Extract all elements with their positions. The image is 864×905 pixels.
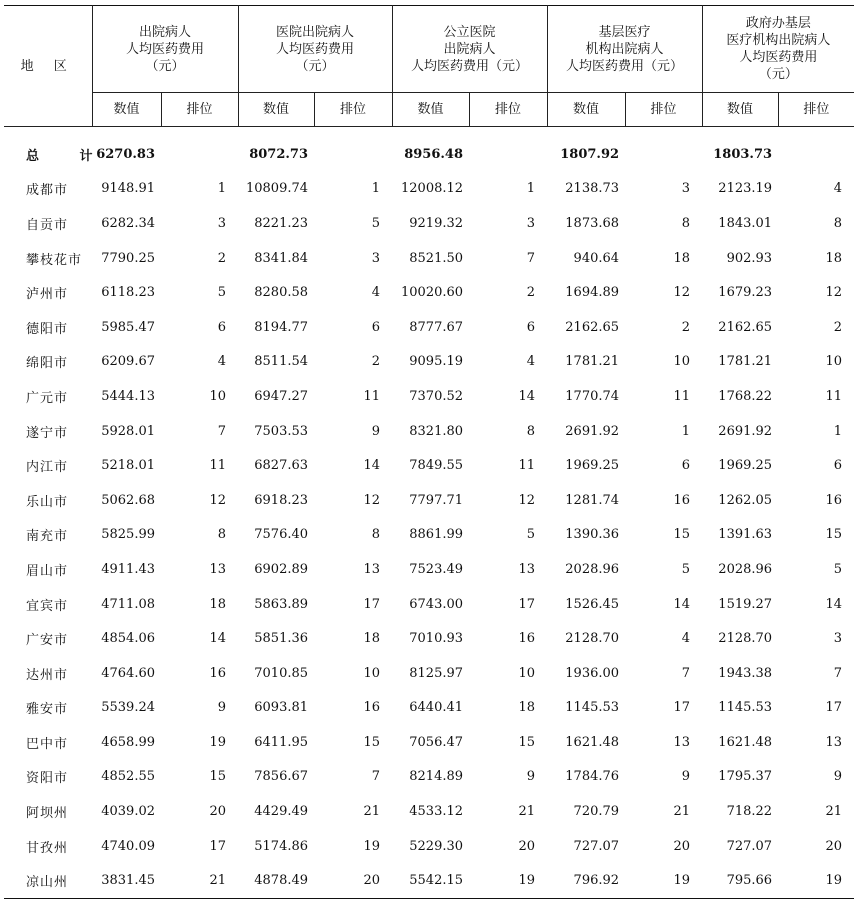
rank-cell: 8 bbox=[833, 215, 843, 231]
value-cell: 940.64 bbox=[573, 250, 620, 266]
rank-cell: 15 bbox=[363, 734, 381, 750]
rank-cell: 19 bbox=[363, 838, 381, 854]
table-row bbox=[4, 863, 854, 898]
rank-cell: 15 bbox=[673, 527, 691, 543]
rank-cell: 6 bbox=[371, 319, 381, 335]
table-row bbox=[4, 448, 854, 483]
region-name: 眉山市 bbox=[26, 563, 69, 579]
value-cell: 1770.74 bbox=[565, 388, 620, 404]
rank-cell: 16 bbox=[825, 492, 843, 508]
rank-cell: 18 bbox=[363, 631, 381, 647]
value-cell: 10020.60 bbox=[401, 285, 464, 301]
region-name: 广元市 bbox=[26, 390, 69, 406]
rank-cell: 19 bbox=[209, 734, 227, 750]
value-cell: 1781.21 bbox=[718, 354, 773, 370]
group-header-line: 医院出院病人 bbox=[276, 24, 355, 40]
table-row bbox=[4, 587, 854, 622]
value-cell: 720.79 bbox=[573, 804, 620, 820]
rank-cell: 9 bbox=[526, 769, 536, 785]
rank-cell bbox=[625, 127, 702, 172]
value-cell: 1526.45 bbox=[565, 596, 620, 612]
group-header-line: （元） bbox=[295, 58, 335, 74]
value-cell: 1943.38 bbox=[718, 665, 773, 681]
rank-cell: 9 bbox=[681, 769, 691, 785]
table-row bbox=[4, 794, 854, 829]
rank-cell: 8 bbox=[526, 423, 536, 439]
value-cell: 7503.53 bbox=[254, 423, 309, 439]
value-cell: 5928.01 bbox=[101, 423, 155, 439]
rank-subheader: 排位 bbox=[778, 93, 854, 127]
rank-cell: 21 bbox=[673, 804, 691, 820]
rank-cell: 6 bbox=[681, 458, 691, 474]
rank-cell: 20 bbox=[673, 838, 691, 854]
rank-cell: 21 bbox=[518, 804, 536, 820]
rank-cell: 12 bbox=[363, 492, 381, 508]
rank-cell: 17 bbox=[518, 596, 536, 612]
rank-cell: 11 bbox=[363, 388, 381, 404]
rank-cell: 8 bbox=[371, 527, 381, 543]
rank-cell: 21 bbox=[825, 804, 843, 820]
value-cell: 1262.05 bbox=[718, 492, 773, 508]
value-subheader: 数值 bbox=[547, 93, 625, 127]
rank-cell: 11 bbox=[825, 388, 843, 404]
rank-cell: 19 bbox=[825, 873, 843, 889]
region-name: 巴中市 bbox=[26, 736, 69, 752]
rank-cell: 20 bbox=[825, 838, 843, 854]
table-row bbox=[4, 379, 854, 414]
value-cell: 718.22 bbox=[726, 804, 773, 820]
value-cell: 1969.25 bbox=[718, 458, 773, 474]
rank-cell: 13 bbox=[673, 734, 691, 750]
value-cell: 2691.92 bbox=[565, 423, 620, 439]
region-name: 雅安市 bbox=[26, 702, 69, 718]
value-cell: 6902.89 bbox=[254, 561, 309, 577]
rank-cell: 16 bbox=[209, 665, 227, 681]
rank-cell: 11 bbox=[209, 458, 227, 474]
value-cell: 5229.30 bbox=[409, 838, 464, 854]
rank-cell bbox=[469, 127, 547, 172]
group-header-line: （元） bbox=[145, 58, 185, 74]
rank-cell: 13 bbox=[518, 561, 536, 577]
value-subheader: 数值 bbox=[392, 93, 469, 127]
table-row bbox=[4, 275, 854, 310]
value-cell: 1803.73 bbox=[713, 146, 773, 162]
rank-cell: 18 bbox=[825, 250, 843, 266]
value-cell: 1621.48 bbox=[565, 734, 620, 750]
value-cell: 4429.49 bbox=[254, 804, 309, 820]
rank-cell: 3 bbox=[833, 631, 843, 647]
value-cell: 2123.19 bbox=[718, 181, 773, 197]
rank-cell: 15 bbox=[209, 769, 227, 785]
value-cell: 1784.76 bbox=[565, 769, 620, 785]
group-header-line: 人均医药费用 bbox=[126, 41, 205, 57]
value-cell: 1391.63 bbox=[718, 527, 773, 543]
rank-cell: 19 bbox=[518, 873, 536, 889]
value-cell: 6093.81 bbox=[254, 700, 309, 716]
rank-cell: 11 bbox=[518, 458, 536, 474]
value-cell: 1873.68 bbox=[565, 215, 620, 231]
value-cell: 9095.19 bbox=[409, 354, 464, 370]
rank-cell: 13 bbox=[363, 561, 381, 577]
value-cell: 5863.89 bbox=[254, 596, 309, 612]
rank-cell: 11 bbox=[673, 388, 691, 404]
value-cell: 8321.80 bbox=[409, 423, 464, 439]
rank-cell bbox=[314, 127, 392, 172]
rank-cell: 14 bbox=[673, 596, 691, 612]
rank-cell: 9 bbox=[833, 769, 843, 785]
region-name: 阿坝州 bbox=[26, 806, 69, 822]
rank-subheader: 排位 bbox=[314, 93, 392, 127]
value-cell: 1679.23 bbox=[718, 285, 773, 301]
rank-cell: 5 bbox=[217, 285, 227, 301]
region-name: 广安市 bbox=[26, 633, 69, 649]
value-cell: 7797.71 bbox=[409, 492, 464, 508]
rank-cell: 9 bbox=[371, 423, 381, 439]
value-cell: 6118.23 bbox=[101, 285, 155, 301]
rank-cell: 15 bbox=[518, 734, 536, 750]
rank-cell: 4 bbox=[526, 354, 536, 370]
region-name: 凉山州 bbox=[26, 875, 69, 891]
value-cell: 1621.48 bbox=[718, 734, 773, 750]
table-row bbox=[4, 206, 854, 241]
group-header-line: 人均医药费用 bbox=[739, 50, 818, 65]
rank-cell: 6 bbox=[833, 458, 843, 474]
value-cell: 5062.68 bbox=[101, 492, 155, 508]
rank-cell: 5 bbox=[526, 527, 536, 543]
rank-cell: 8 bbox=[217, 527, 227, 543]
value-cell: 4533.12 bbox=[409, 804, 464, 820]
value-cell: 4854.06 bbox=[101, 631, 155, 647]
value-cell: 1281.74 bbox=[565, 492, 620, 508]
group-header-3 bbox=[392, 6, 547, 93]
rank-cell: 21 bbox=[363, 804, 381, 820]
value-cell: 8777.67 bbox=[409, 319, 464, 335]
rank-cell: 3 bbox=[371, 250, 381, 266]
rank-cell: 3 bbox=[681, 181, 691, 197]
value-cell: 2028.96 bbox=[565, 561, 620, 577]
table-row bbox=[4, 725, 854, 760]
region-name: 攀枝花市 bbox=[26, 252, 83, 268]
value-cell: 1519.27 bbox=[718, 596, 773, 612]
region-name: 乐山市 bbox=[26, 494, 69, 510]
value-cell: 4852.55 bbox=[101, 769, 155, 785]
value-cell: 2138.73 bbox=[565, 181, 620, 197]
table-row bbox=[4, 483, 854, 518]
group-header-line: 机构出院病人 bbox=[585, 41, 664, 57]
value-cell: 8861.99 bbox=[409, 527, 464, 543]
rank-cell: 5 bbox=[371, 215, 381, 231]
group-header-2 bbox=[238, 6, 392, 93]
group-header-line: 基层医疗 bbox=[598, 24, 651, 40]
rank-cell: 14 bbox=[518, 388, 536, 404]
rank-cell: 17 bbox=[209, 838, 227, 854]
value-cell: 6270.83 bbox=[96, 146, 155, 162]
rank-cell: 20 bbox=[209, 804, 227, 820]
table-row bbox=[4, 241, 854, 276]
rank-cell: 10 bbox=[363, 665, 381, 681]
region-name: 自贡市 bbox=[26, 217, 69, 233]
group-header-line: 人均医药费用（元） bbox=[411, 58, 529, 74]
region-name: 达州市 bbox=[26, 667, 69, 683]
total-row bbox=[4, 127, 854, 172]
rank-cell: 3 bbox=[526, 215, 536, 231]
value-cell: 5985.47 bbox=[101, 319, 155, 335]
value-cell: 5542.15 bbox=[409, 873, 464, 889]
rank-cell: 1 bbox=[217, 181, 227, 197]
value-cell: 1145.53 bbox=[718, 700, 773, 716]
value-cell: 7010.85 bbox=[254, 665, 309, 681]
value-cell: 6440.41 bbox=[409, 700, 464, 716]
region-name: 总 计 bbox=[26, 148, 111, 164]
rank-cell: 19 bbox=[673, 873, 691, 889]
rank-cell: 20 bbox=[363, 873, 381, 889]
value-cell: 1390.36 bbox=[565, 527, 620, 543]
group-header-line: 出院病人 bbox=[443, 41, 496, 57]
value-cell: 8125.97 bbox=[409, 665, 464, 681]
table-row bbox=[4, 518, 854, 553]
group-header-line: 政府办基层 bbox=[745, 16, 811, 31]
rank-cell: 16 bbox=[673, 492, 691, 508]
rank-cell: 4 bbox=[681, 631, 691, 647]
region-name: 资阳市 bbox=[26, 771, 69, 787]
table-row bbox=[4, 345, 854, 380]
rank-cell: 14 bbox=[825, 596, 843, 612]
value-cell: 4711.08 bbox=[101, 596, 155, 612]
value-cell: 9148.91 bbox=[101, 181, 155, 197]
rank-cell: 13 bbox=[209, 561, 227, 577]
value-cell: 8072.73 bbox=[249, 146, 309, 162]
value-cell: 7010.93 bbox=[409, 631, 464, 647]
value-cell: 12008.12 bbox=[401, 181, 464, 197]
rank-cell: 5 bbox=[681, 561, 691, 577]
rank-cell: 18 bbox=[673, 250, 691, 266]
value-cell: 2162.65 bbox=[565, 319, 620, 335]
value-cell: 5539.24 bbox=[101, 700, 155, 716]
group-header-5 bbox=[702, 6, 854, 93]
value-cell: 7849.55 bbox=[409, 458, 464, 474]
region-name: 遂宁市 bbox=[26, 425, 69, 441]
region-name: 绵阳市 bbox=[26, 356, 69, 372]
value-cell: 1694.89 bbox=[565, 285, 620, 301]
value-cell: 8280.58 bbox=[254, 285, 309, 301]
rank-cell: 18 bbox=[518, 700, 536, 716]
value-cell: 6918.23 bbox=[254, 492, 309, 508]
region-name: 甘孜州 bbox=[26, 840, 69, 856]
rank-cell: 14 bbox=[209, 631, 227, 647]
rank-cell: 7 bbox=[217, 423, 227, 439]
value-cell: 4911.43 bbox=[101, 561, 155, 577]
value-cell: 8521.50 bbox=[409, 250, 464, 266]
value-cell: 2128.70 bbox=[718, 631, 773, 647]
value-cell: 9219.32 bbox=[409, 215, 464, 231]
rank-cell: 2 bbox=[217, 250, 227, 266]
value-cell: 6743.00 bbox=[409, 596, 464, 612]
group-header-line: 公立医院 bbox=[443, 24, 496, 40]
region-header: 地 区 bbox=[4, 6, 92, 127]
value-cell: 7790.25 bbox=[101, 250, 155, 266]
rank-cell: 3 bbox=[217, 215, 227, 231]
value-cell: 1795.37 bbox=[718, 769, 773, 785]
value-cell: 7856.67 bbox=[254, 769, 309, 785]
rank-cell: 10 bbox=[673, 354, 691, 370]
value-cell: 8194.77 bbox=[254, 319, 309, 335]
rank-cell: 17 bbox=[825, 700, 843, 716]
rank-cell: 4 bbox=[217, 354, 227, 370]
rank-cell: 20 bbox=[518, 838, 536, 854]
value-cell: 7370.52 bbox=[409, 388, 464, 404]
rank-cell: 10 bbox=[518, 665, 536, 681]
value-cell: 1145.53 bbox=[565, 700, 620, 716]
value-cell: 1781.21 bbox=[565, 354, 620, 370]
rank-cell: 16 bbox=[518, 631, 536, 647]
rank-subheader: 排位 bbox=[161, 93, 238, 127]
value-cell: 2028.96 bbox=[718, 561, 773, 577]
table-row bbox=[4, 621, 854, 656]
value-cell: 2128.70 bbox=[565, 631, 620, 647]
value-subheader: 数值 bbox=[92, 93, 161, 127]
value-cell: 4764.60 bbox=[101, 665, 155, 681]
region-name: 泸州市 bbox=[26, 287, 69, 303]
value-cell: 902.93 bbox=[726, 250, 773, 266]
rank-cell: 17 bbox=[673, 700, 691, 716]
value-subheader: 数值 bbox=[702, 93, 778, 127]
rank-subheader: 排位 bbox=[625, 93, 702, 127]
value-cell: 727.07 bbox=[573, 838, 620, 854]
table-row bbox=[4, 414, 854, 449]
rank-cell: 12 bbox=[518, 492, 536, 508]
rank-cell: 4 bbox=[833, 181, 843, 197]
table-row bbox=[4, 656, 854, 691]
region-name: 宜宾市 bbox=[26, 598, 69, 614]
table-row bbox=[4, 691, 854, 726]
rank-cell bbox=[778, 127, 854, 172]
rank-cell: 7 bbox=[833, 665, 843, 681]
region-name: 成都市 bbox=[26, 183, 69, 199]
rank-cell: 12 bbox=[209, 492, 227, 508]
value-cell: 5851.36 bbox=[254, 631, 309, 647]
table-row bbox=[4, 172, 854, 207]
rank-cell: 7 bbox=[526, 250, 536, 266]
value-cell: 3831.45 bbox=[101, 873, 155, 889]
rank-cell bbox=[161, 127, 238, 172]
value-cell: 2691.92 bbox=[718, 423, 773, 439]
rank-cell: 10 bbox=[209, 388, 227, 404]
rank-cell: 18 bbox=[209, 596, 227, 612]
region-name: 德阳市 bbox=[26, 321, 69, 337]
rank-cell: 12 bbox=[673, 285, 691, 301]
value-cell: 7576.40 bbox=[254, 527, 309, 543]
rank-cell: 21 bbox=[209, 873, 227, 889]
value-cell: 8956.48 bbox=[404, 146, 464, 162]
rank-cell: 9 bbox=[217, 700, 227, 716]
value-cell: 1807.92 bbox=[560, 146, 620, 162]
value-cell: 4039.02 bbox=[101, 804, 155, 820]
group-header-line: 出院病人 bbox=[139, 24, 192, 40]
rank-cell: 1 bbox=[526, 181, 536, 197]
value-cell: 8341.84 bbox=[254, 250, 309, 266]
region-name: 南充市 bbox=[26, 529, 69, 545]
rank-cell: 4 bbox=[371, 285, 381, 301]
table-row bbox=[4, 760, 854, 795]
rank-cell: 1 bbox=[371, 181, 381, 197]
value-cell: 1768.22 bbox=[718, 388, 773, 404]
value-cell: 5825.99 bbox=[101, 527, 155, 543]
value-subheader: 数值 bbox=[238, 93, 314, 127]
value-cell: 5218.01 bbox=[101, 458, 155, 474]
value-cell: 8511.54 bbox=[254, 354, 309, 370]
value-cell: 4878.49 bbox=[254, 873, 309, 889]
rank-cell: 14 bbox=[363, 458, 381, 474]
rank-cell: 7 bbox=[371, 769, 381, 785]
value-cell: 6209.67 bbox=[101, 354, 155, 370]
group-header-line: 人均医药费用（元） bbox=[566, 58, 684, 74]
hospital-cost-table bbox=[4, 5, 854, 899]
value-cell: 5444.13 bbox=[101, 388, 155, 404]
rank-cell: 5 bbox=[833, 561, 843, 577]
rank-cell: 6 bbox=[526, 319, 536, 335]
group-header-line: 医疗机构出院病人 bbox=[726, 33, 831, 48]
value-cell: 5174.86 bbox=[254, 838, 309, 854]
value-cell: 6282.34 bbox=[101, 215, 155, 231]
rank-cell: 15 bbox=[825, 527, 843, 543]
value-cell: 1843.01 bbox=[718, 215, 773, 231]
table-row bbox=[4, 310, 854, 345]
rank-cell: 12 bbox=[825, 285, 843, 301]
rank-cell: 8 bbox=[681, 215, 691, 231]
rank-cell: 13 bbox=[825, 734, 843, 750]
rank-cell: 2 bbox=[371, 354, 381, 370]
value-cell: 10809.74 bbox=[245, 181, 309, 197]
table-row bbox=[4, 552, 854, 587]
rank-cell: 1 bbox=[681, 423, 691, 439]
region-name: 内江市 bbox=[26, 460, 69, 476]
rank-cell: 2 bbox=[833, 319, 843, 335]
rank-cell: 1 bbox=[833, 423, 843, 439]
value-cell: 4740.09 bbox=[101, 838, 155, 854]
rank-subheader: 排位 bbox=[469, 93, 547, 127]
value-cell: 7056.47 bbox=[409, 734, 464, 750]
value-cell: 795.66 bbox=[726, 873, 773, 889]
table-row bbox=[4, 829, 854, 864]
value-cell: 2162.65 bbox=[718, 319, 773, 335]
rank-cell: 6 bbox=[217, 319, 227, 335]
rank-cell: 2 bbox=[681, 319, 691, 335]
rank-cell: 7 bbox=[681, 665, 691, 681]
value-cell: 8221.23 bbox=[254, 215, 309, 231]
rank-cell: 17 bbox=[363, 596, 381, 612]
value-cell: 6947.27 bbox=[254, 388, 309, 404]
value-cell: 796.92 bbox=[573, 873, 620, 889]
rank-cell: 10 bbox=[825, 354, 843, 370]
group-header-4 bbox=[547, 6, 702, 93]
group-header-1 bbox=[92, 6, 238, 93]
rank-cell: 16 bbox=[363, 700, 381, 716]
value-cell: 4658.99 bbox=[101, 734, 155, 750]
value-cell: 6411.95 bbox=[254, 734, 309, 750]
value-cell: 727.07 bbox=[726, 838, 773, 854]
group-header-line: 人均医药费用 bbox=[276, 41, 355, 57]
rank-cell: 2 bbox=[526, 285, 536, 301]
value-cell: 7523.49 bbox=[409, 561, 464, 577]
value-cell: 1936.00 bbox=[565, 665, 620, 681]
value-cell: 1969.25 bbox=[565, 458, 620, 474]
value-cell: 8214.89 bbox=[409, 769, 464, 785]
group-header-line: （元） bbox=[758, 67, 798, 82]
value-cell: 6827.63 bbox=[254, 458, 309, 474]
